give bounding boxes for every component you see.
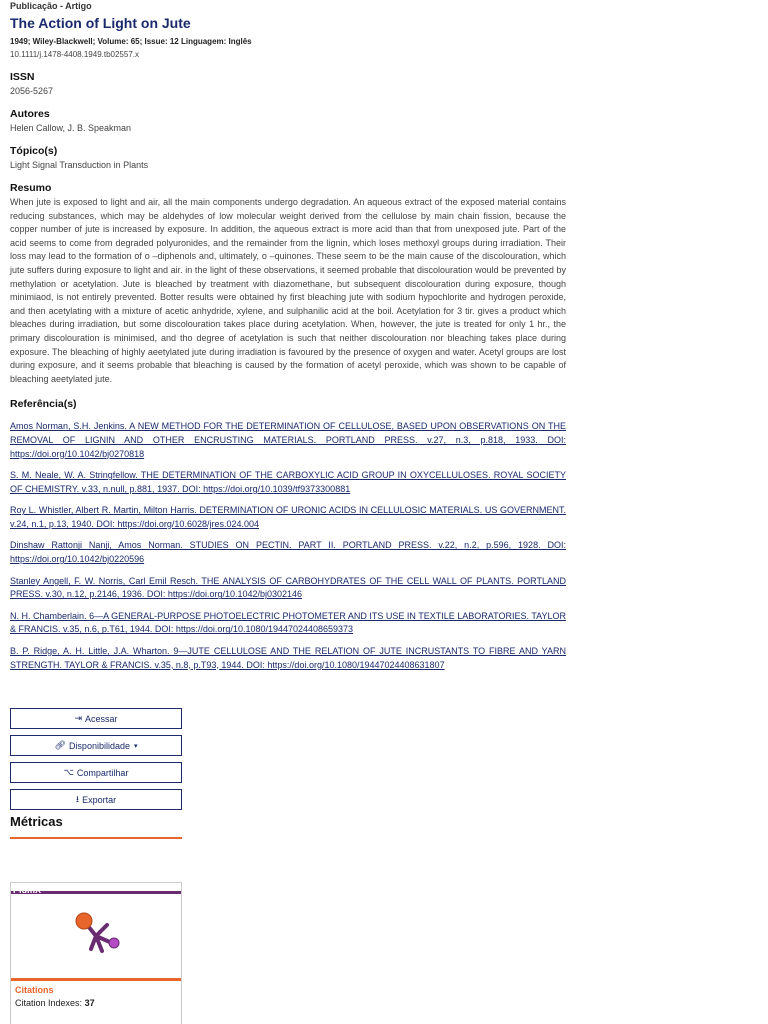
share-icon: ⌥	[63, 767, 74, 777]
references-list	[10, 420, 566, 672]
plumx-print-icon	[71, 911, 135, 961]
share-label: Compartilhar	[76, 767, 129, 778]
publication-meta: 1949; Wiley-Blackwell; Volume: 65; Issue: 12 Linguagem: Inglês	[10, 37, 252, 46]
doi-text: 10.1111/j.1478-4408.1949.tb02557.x	[10, 50, 139, 59]
citations-heading: Citations	[15, 985, 54, 995]
issn-value: 2056-5267	[10, 86, 54, 96]
citation-indexes-value: 37	[84, 998, 95, 1008]
reference-link[interactable]: Roy L. Whistler, Albert R. Martin, Milton Harris. DETERMINATION OF URONIC ACIDS IN CELLULOSIC MATERIALS. US GOVERNMENT. v.24, n.1, p.13, 1940. DOI: https://doi.org/10.6028/jres.024.004	[10, 505, 566, 529]
plumx-citations-bar	[11, 978, 181, 981]
access-button[interactable]	[10, 708, 182, 729]
sign-in-icon: ⇥	[74, 713, 83, 723]
plumx-logo: PlumX	[13, 885, 42, 895]
topics-value: Light Signal Transduction in Plants	[10, 160, 149, 170]
abstract-text: When jute is exposed to light and air, all the main components undergo degradation. An aqueous extract of the exposed material contains reducing substances, which may be aldehydes of low molecular weight derived from the cellulose by main chain fission, because the copper number of jute is increased by exposure. In addition, the aqueous extract is more acid than that from unexposed jute. Part of the acid seems to come from degraded polyuronides, and the remainder from the lignin, which loses methoxyl groups during irradiation. Their loss may lead to the formation of o –diphenols and, ultimately, o –quinones. These seem to be the main cause of the discolouration, which jute suffers during exposure to light and air. in the light of these observations, it seemed probable that discolouration would be prevented by methylation or acetylation. Jute is bleached by treatment with diazomethane, but subsequent discolouration during exposure, though minimiaod, is not entirely prevented. Botter results were obtained hy first bleaching jute with sodium hypochlorite and hydrogen peroxide, and then acetylating with a mixture of acetic anhydride, xylene, and sulphanilic acid at the boil. Acetylation for 3 tir. gives a product which bleaches during irradiation, but some discolouration takes place during acetylation. When, however, the jute is treated for only 1 hr., the primary discolouration is minimised, and tho degree of acetylation is such that neither discolouration nor bleaching takes place during exposure. The bleaching of highly aeetylated jute during irradiation is favoured by the presence of oxygen and water. Acetyl groups are lost during exposure, and it seems probable that bleaching is caused by the formation of acetyl peroxide, which was shown to be capable of bleaching aeetylated jute.	[10, 197, 566, 384]
article-record	[10, 0, 566, 680]
download-icon: ⭳	[75, 793, 80, 804]
authors-heading: Autores	[10, 108, 50, 120]
link-icon: 🔗︎	[54, 740, 66, 750]
reference-link[interactable]: Dinshaw Rattonji Nanji, Amos Norman. STUDIES ON PECTIN. PART II. PORTLAND PRESS. v.22, n.2, p.596, 1928. DOI: https://doi.org/10.1042/bj0220596	[10, 540, 566, 565]
export-button[interactable]	[10, 789, 182, 810]
share-button[interactable]	[10, 762, 182, 783]
metrics-divider	[10, 837, 182, 839]
action-buttons	[10, 708, 182, 816]
reference-link[interactable]: Stanley Angell, F. W. Norris, Carl Emil Resch. THE ANALYSIS OF CARBOHYDRATES OF THE CELL WALL OF PLANTS. PORTLAND PRESS. v.30, n.12, p.2146, 1936. DOI: https://doi.org/10.1042/bj0302146	[10, 575, 566, 600]
reference-link[interactable]: B. P. Ridge, A. H. Little, J.A. Wharton. 9—JUTE CELLULOSE AND THE RELATION OF JUTE INCRUSTANTS TO FIBRE AND YARN STRENGTH. TAYLOR & FRANCIS. v.35, n.8, p.T93, 1944. DOI: https://doi.org/10.1080/19447024408631807	[10, 646, 566, 670]
availability-label: Disponibilidade	[68, 740, 130, 751]
references-heading: Referência(s)	[10, 398, 77, 411]
issn-heading: ISSN	[10, 71, 35, 83]
export-label: Exportar	[82, 794, 117, 805]
access-label: Acessar	[85, 713, 118, 724]
reference-link[interactable]: N. H. Chamberlain. 6—A GENERAL-PURPOSE PHOTOELECTRIC PHOTOMETER AND ITS USE IN TEXTILE LABORATORIES. TAYLOR & FRANCIS. v.35, n.6, p.T61, 1944. DOI: https://doi.org/10.1080/19447024408659373	[10, 610, 566, 635]
authors-value: Helen Callow, J. B. Speakman	[10, 123, 132, 133]
publication-type: Publicação - Artigo	[10, 1, 92, 11]
citation-indexes-label: Citation Indexes:	[15, 998, 83, 1008]
caret-down-icon: ▾	[133, 742, 138, 750]
reference-link[interactable]: S. M. Neale, W. A. Stringfellow. THE DETERMINATION OF THE CARBOXYLIC ACID GROUP IN OXYCELLULOSES. ROYAL SOCIETY OF CHEMISTRY. v.33, n.null, p.881, 1937. DOI: https://doi.org/10.1039/tf9373300881	[10, 470, 566, 494]
plumx-widget[interactable]	[10, 882, 182, 1024]
page-title: The Action of Light on Jute	[10, 15, 191, 31]
metrics-section	[10, 814, 182, 839]
metrics-heading: Métricas	[10, 814, 63, 829]
citation-indexes	[15, 998, 95, 1008]
topics-heading: Tópico(s)	[10, 145, 58, 157]
abstract-heading: Resumo	[10, 182, 52, 194]
availability-dropdown[interactable]	[10, 735, 182, 756]
reference-link[interactable]: Amos Norman, S.H. Jenkins. A NEW METHOD FOR THE DETERMINATION OF CELLULOSE, BASED UPON OBSERVATIONS ON THE REMOVAL OF LIGNIN AND OTHER ENCRUSTING MATERIALS. PORTLAND PRESS. v.27, n.3, p.818, 1933. DOI: https://doi.org/10.1042/bj0270818	[10, 421, 566, 459]
